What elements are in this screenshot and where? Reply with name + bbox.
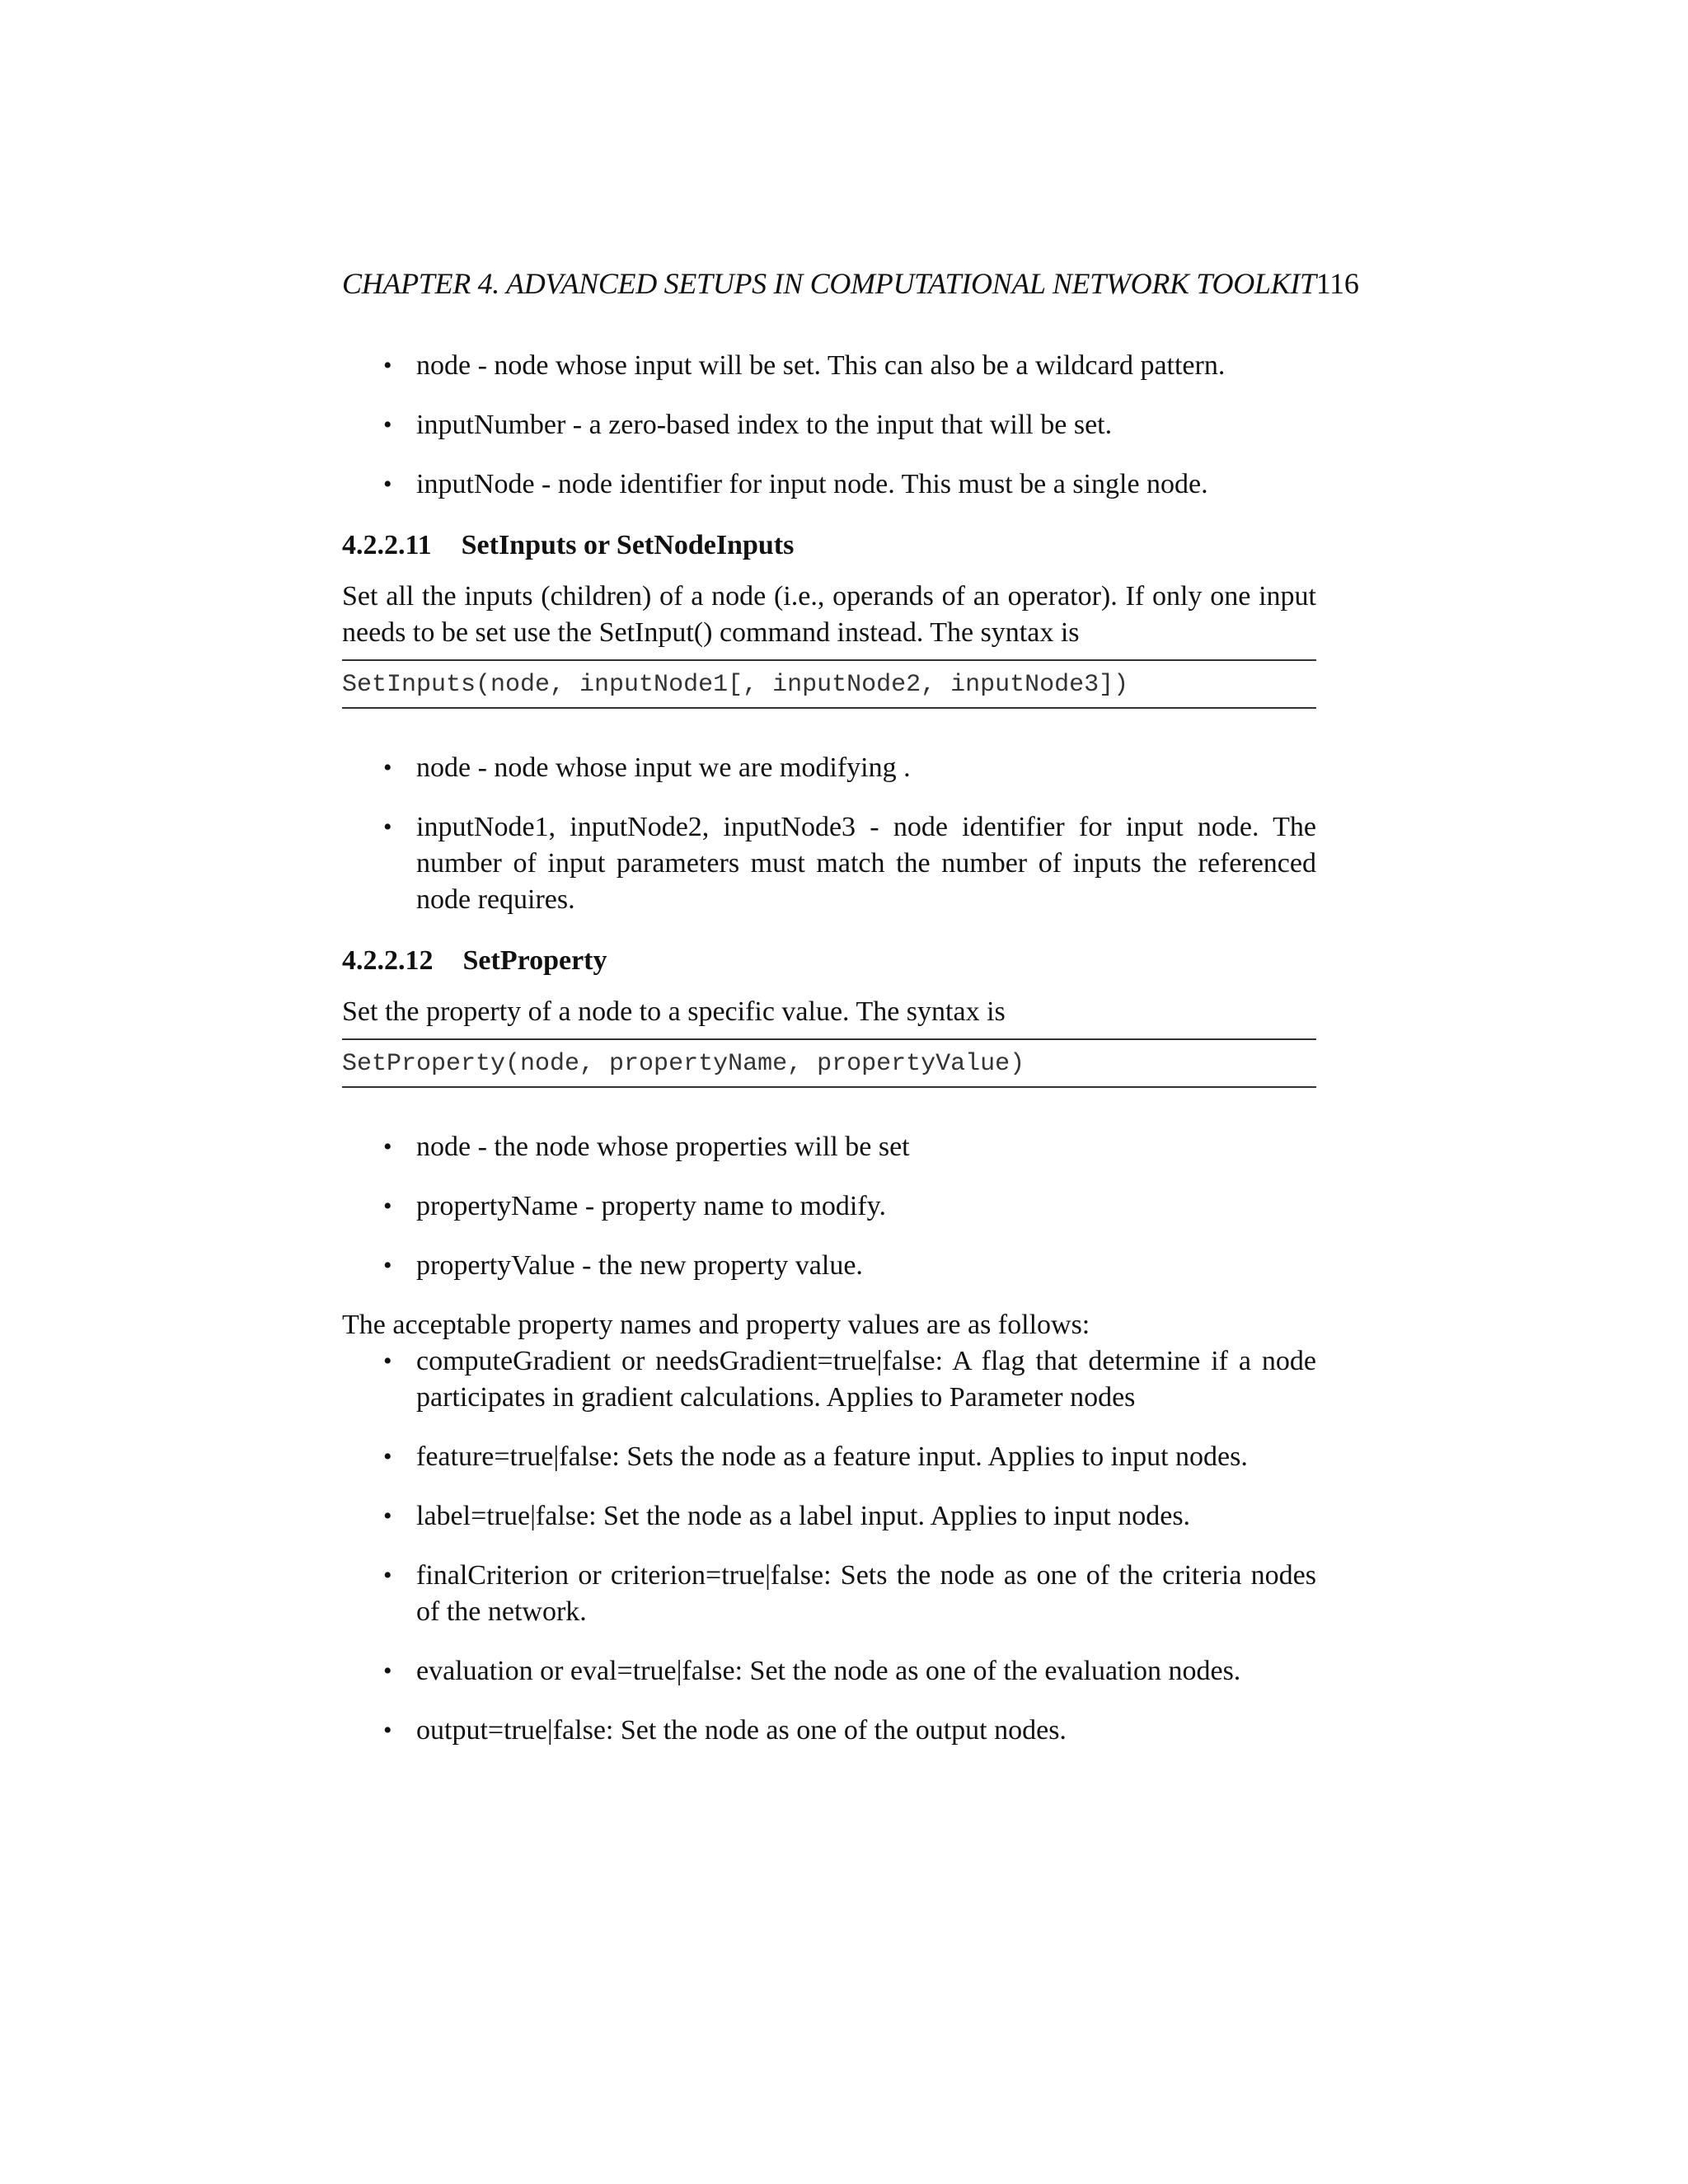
list-item: • propertyName - property name to modify. bbox=[342, 1188, 1316, 1225]
section-title: SetProperty bbox=[462, 945, 607, 976]
bullet-icon: • bbox=[383, 1502, 392, 1530]
page-body bbox=[342, 348, 1316, 1772]
setinputs-param-list bbox=[342, 750, 1316, 918]
section-number: 4.2.2.12 bbox=[342, 945, 434, 976]
code-block-setinputs: SetInputs(node, inputNode1[, inputNode2, inputNode3]) bbox=[342, 659, 1316, 709]
list-item: • evaluation or eval=true|false: Set the node as one of the evaluation nodes. bbox=[342, 1653, 1316, 1690]
property-values-list bbox=[342, 1343, 1316, 1749]
intro-bullet-list bbox=[342, 348, 1316, 503]
section-title: SetInputs or SetNodeInputs bbox=[461, 530, 795, 560]
section-heading-setproperty bbox=[342, 943, 1316, 979]
bullet-icon: • bbox=[383, 1347, 392, 1375]
section-number: 4.2.2.11 bbox=[342, 530, 432, 560]
list-item: • computeGradient or needsGradient=true|false: A flag that determine if a node participates in gradient calculations. Applies to Parameter nodes bbox=[342, 1343, 1316, 1416]
bullet-icon: • bbox=[383, 411, 392, 438]
list-item: • output=true|false: Set the node as one of the output nodes. bbox=[342, 1713, 1316, 1749]
bullet-icon: • bbox=[383, 1193, 392, 1220]
code-block-setproperty: SetProperty(node, propertyName, propertyValue) bbox=[342, 1038, 1316, 1088]
property-values-intro: The acceptable property names and property values are as follows: bbox=[342, 1310, 1090, 1340]
bullet-icon: • bbox=[383, 1252, 392, 1279]
bullet-icon: • bbox=[383, 754, 392, 781]
list-item: • inputNode - node identifier for input node. This must be a single node. bbox=[342, 466, 1316, 503]
bullet-icon: • bbox=[383, 1562, 392, 1589]
running-header bbox=[342, 264, 1359, 303]
bullet-icon: • bbox=[383, 1657, 392, 1685]
list-item: • node - node whose input we are modifying . bbox=[342, 750, 1316, 786]
list-item: • propertyValue - the new property value. bbox=[342, 1248, 1316, 1284]
setproperty-param-list bbox=[342, 1129, 1316, 1284]
list-item: • inputNumber - a zero-based index to the input that will be set. bbox=[342, 407, 1316, 443]
page-number: 116 bbox=[1315, 267, 1359, 300]
chapter-title: CHAPTER 4. ADVANCED SETUPS IN COMPUTATIONAL NETWORK TOOLKIT bbox=[342, 267, 1316, 300]
list-item: • node - the node whose properties will be set bbox=[342, 1129, 1316, 1165]
list-item: • feature=true|false: Sets the node as a feature input. Applies to input nodes. bbox=[342, 1439, 1316, 1475]
list-item: • finalCriterion or criterion=true|false: Sets the node as one of the criteria nodes of the network. bbox=[342, 1558, 1316, 1630]
bullet-icon: • bbox=[383, 471, 392, 498]
bullet-icon: • bbox=[383, 1133, 392, 1160]
section-description: Set the property of a node to a specific value. The syntax is bbox=[342, 996, 1006, 1027]
bullet-icon: • bbox=[383, 1443, 392, 1470]
bullet-icon: • bbox=[383, 813, 392, 841]
bullet-icon: • bbox=[383, 352, 392, 379]
bullet-icon: • bbox=[383, 1717, 392, 1744]
list-item: • inputNode1, inputNode2, inputNode3 - node identifier for input node. The number of input parameters must match the number of inputs the referenced node requires. bbox=[342, 809, 1316, 918]
section-heading-setinputs bbox=[342, 527, 1316, 564]
list-item: • label=true|false: Set the node as a label input. Applies to input nodes. bbox=[342, 1498, 1316, 1535]
list-item: • node - node whose input will be set. This can also be a wildcard pattern. bbox=[342, 348, 1316, 384]
section-description: Set all the inputs (children) of a node (i.e., operands of an operator). If only one input needs to be set use the SetInput() command instead. The syntax is bbox=[342, 581, 1316, 648]
